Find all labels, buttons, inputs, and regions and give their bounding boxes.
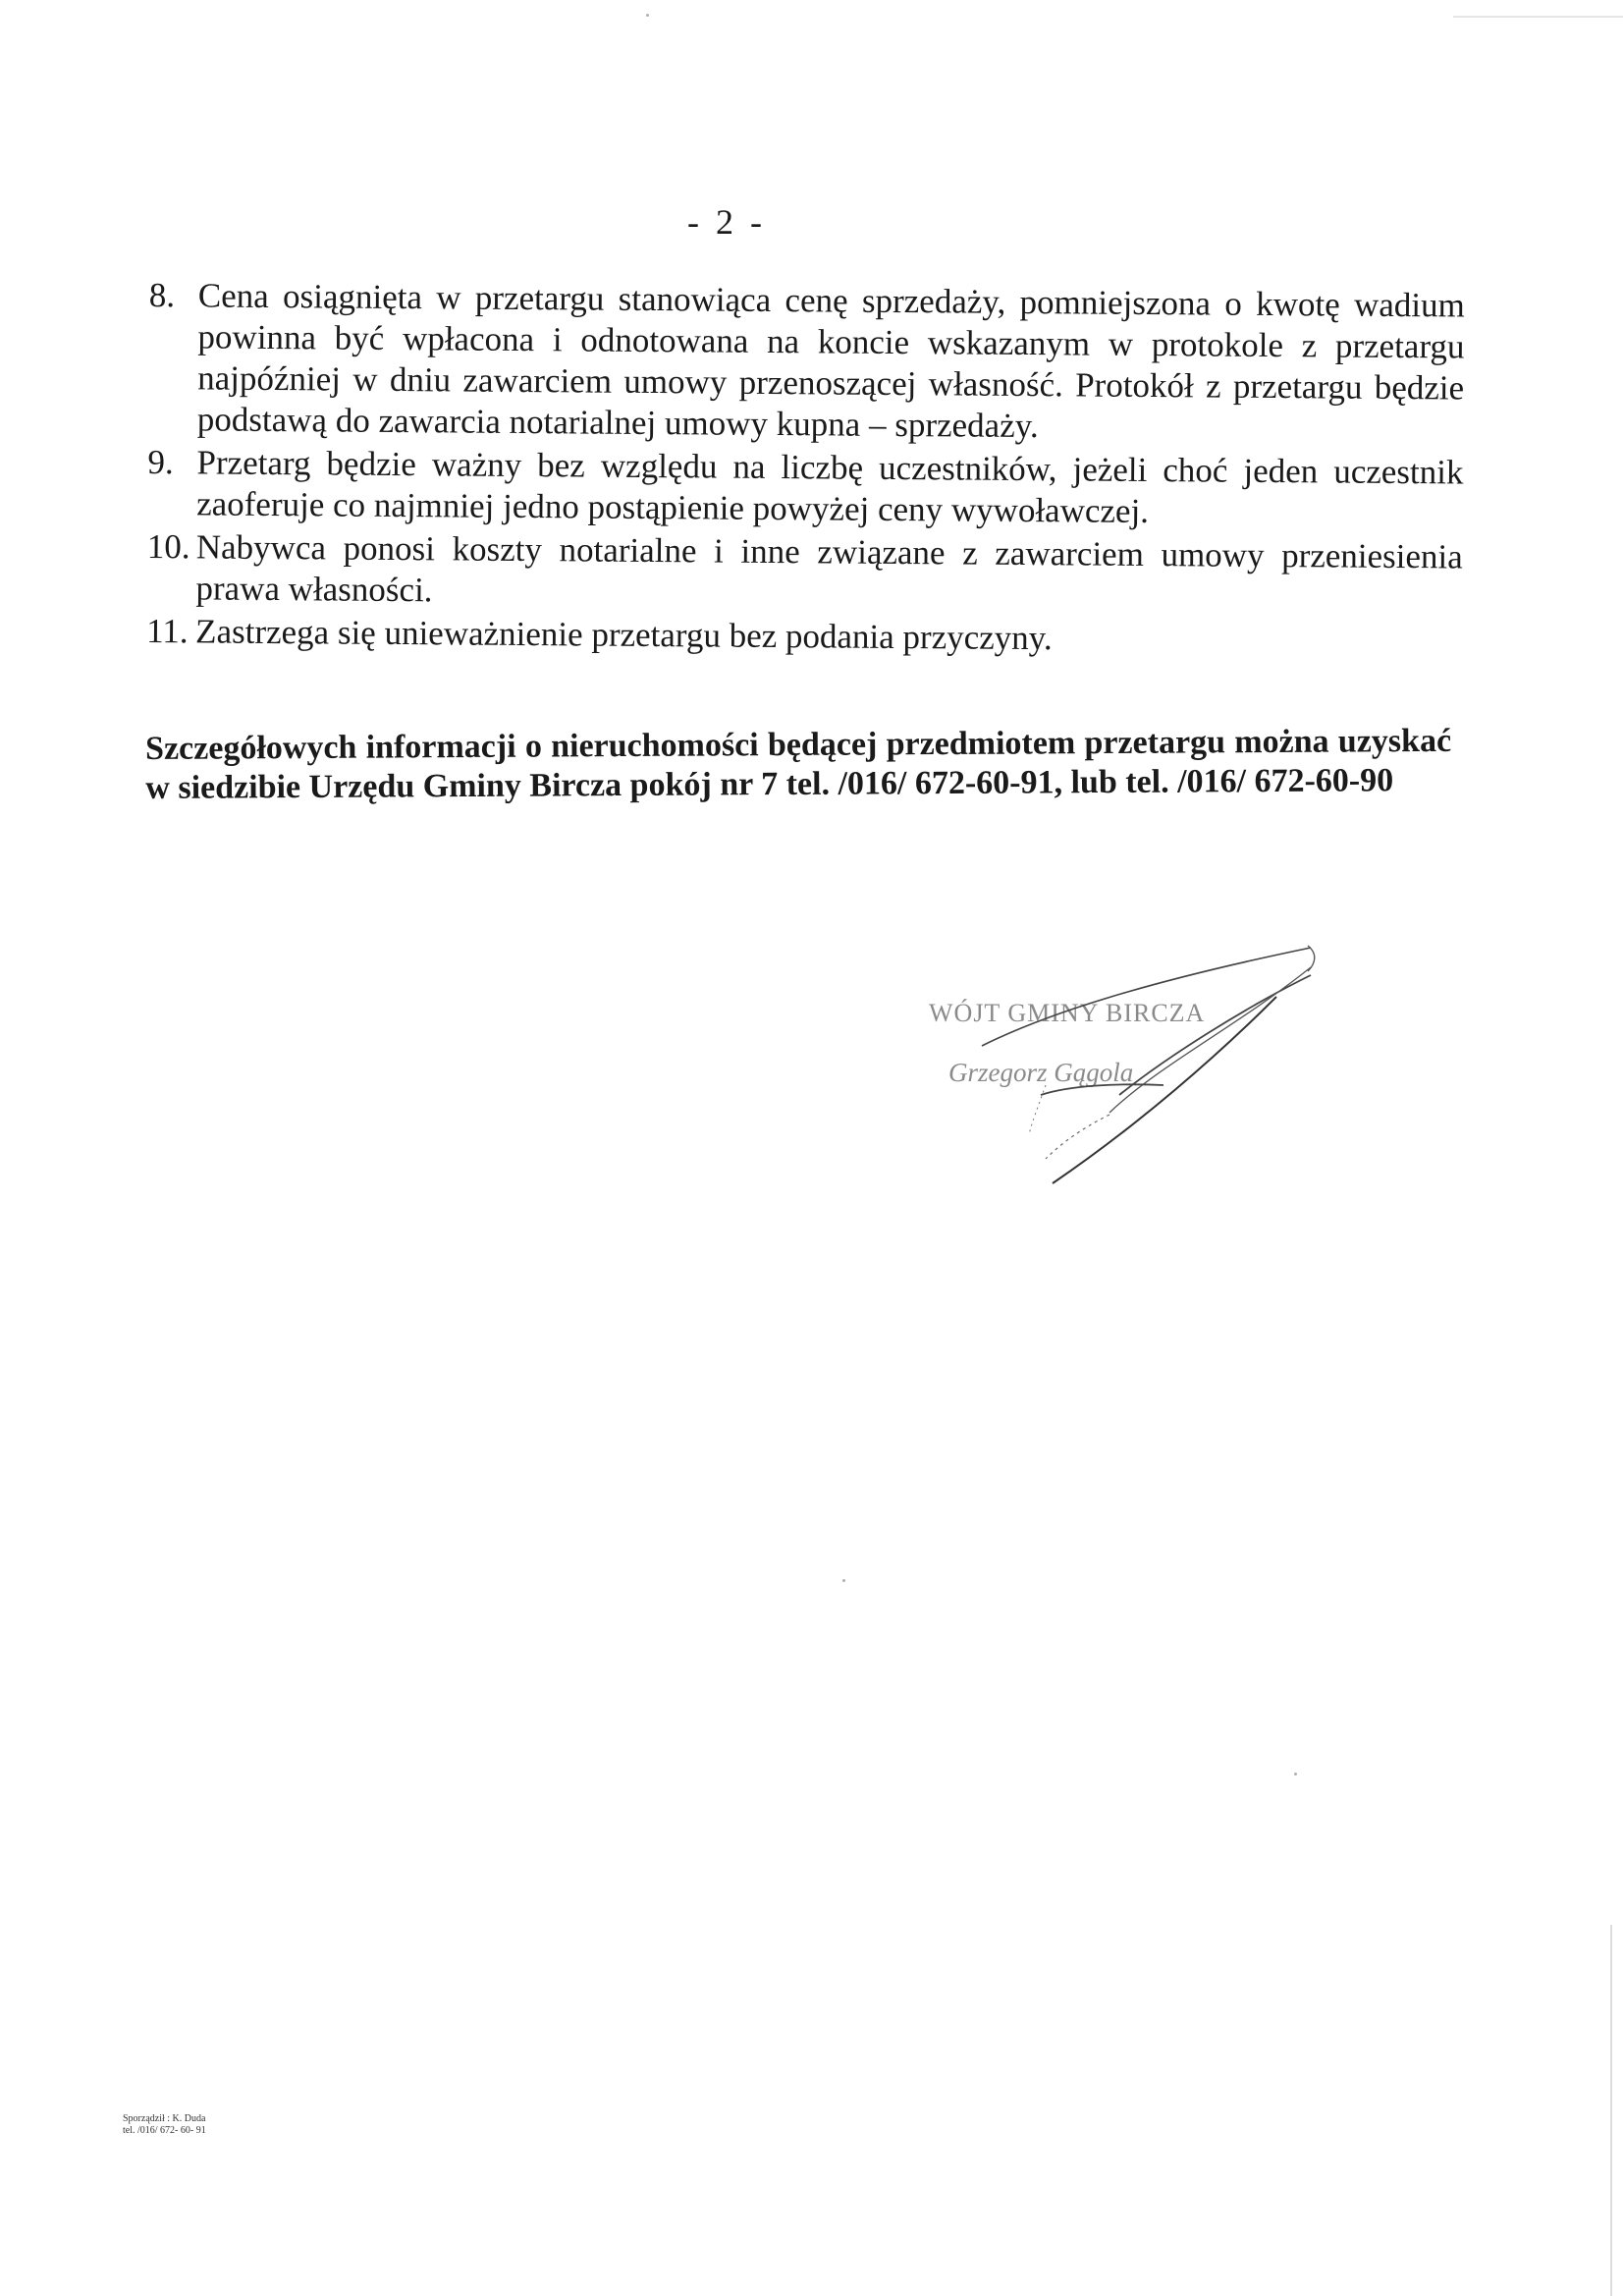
handwritten-signature	[923, 938, 1335, 1193]
condition-text: Nabywca ponosi koszty notarialne i inne związane z zawarciem umowy przeniesienia prawa własności.	[195, 527, 1463, 610]
scan-speck	[646, 14, 649, 17]
condition-number: 10.	[146, 526, 190, 567]
condition-number: 11.	[145, 611, 189, 651]
condition-item-9	[147, 442, 1464, 535]
prepared-by: Sporządził : K. Duda	[123, 2113, 206, 2124]
scan-speck	[1294, 1773, 1297, 1776]
condition-number: 8.	[148, 275, 176, 315]
scan-edge-right	[1610, 1925, 1612, 2296]
condition-text: Cena osiągnięta w przetargu stanowiąca cenę sprzedaży, pomniejszona o kwotę wadium powinna być wpłacona i odnotowana na koncie wskazanym w protokole z przetargu najpóźniej w dniu zawarciem umowy przenoszącej własność. Protokół z przetargu będzie podstawą do zawarcia notarialnej umowy kupna – sprzedaży.	[196, 276, 1465, 446]
stamp-name: Grzegorz Gągola	[948, 1058, 1134, 1087]
preparer-note	[123, 2113, 206, 2137]
condition-text: Zastrzega się unieważnienie przetargu bez podania przyczyny.	[194, 612, 1053, 658]
conditions-list	[146, 275, 1465, 665]
scan-edge-top	[1453, 16, 1623, 18]
scan-speck	[842, 1579, 845, 1582]
contact-info-paragraph: Szczegółowych informacji o nieruchomości będącej przedmiotem przetargu można uzyskać w siedzibie Urzędu Gminy Bircza pokój nr 7 tel. /016/ 672-60-91, lub tel. /016/ 672-60-90	[145, 722, 1452, 806]
condition-item-8	[148, 275, 1465, 451]
signature-stamp	[923, 938, 1335, 1193]
condition-item-11	[146, 611, 1462, 663]
condition-text: Przetarg będzie ważny bez względu na liczbę uczestników, jeżeli choć jeden uczestnik zaoferuje co najmniej jedno postąpienie powyżej ceny wywoławczej.	[196, 443, 1464, 531]
condition-number: 9.	[147, 442, 174, 482]
preparer-phone: tel. /016/ 672- 60- 91	[123, 2125, 206, 2136]
condition-item-10	[146, 526, 1463, 620]
stamp-title: WÓJT GMINY BIRCZA	[929, 999, 1206, 1027]
page-number: - 2 -	[687, 202, 766, 242]
